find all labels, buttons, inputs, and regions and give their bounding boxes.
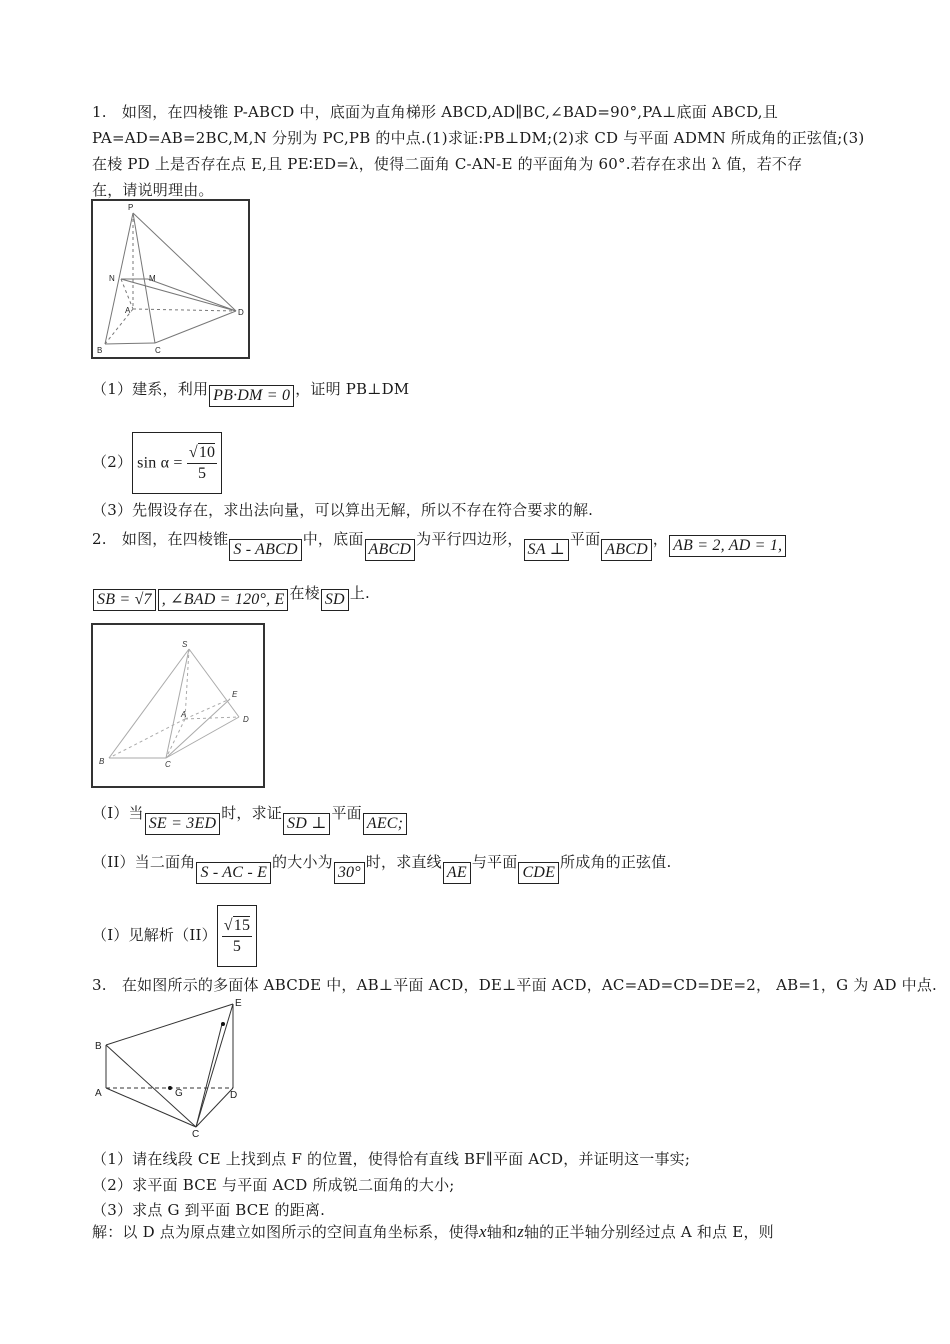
answer1-prefix: （1）建系，利用 (92, 380, 209, 398)
p2-text-7: 上. (349, 584, 370, 602)
q1-math-3: AEC; (363, 813, 407, 835)
solution-text-b: 轴和 (486, 1223, 518, 1241)
label-C: C (165, 760, 171, 769)
p2-math-3: SA ⊥ (524, 539, 569, 561)
label-D: D (243, 715, 249, 724)
answer2-math (132, 432, 222, 494)
label-S: S (182, 640, 188, 649)
q1-text-c: 平面 (331, 804, 362, 822)
point-G-dot (168, 1086, 172, 1090)
label-E: E (235, 998, 242, 1009)
p2-text-1: 2. 如图，在四棱锥 (92, 530, 229, 548)
label-C: C (155, 346, 161, 355)
answer1-math: PB·DM = 0 (209, 385, 294, 407)
problem3-question1: （1）请在线段 CE 上找到点 F 的位置，使得恰有直线 BF∥平面 ACD，并证明这一事实; (92, 1150, 691, 1168)
label-A: A (181, 710, 187, 719)
q2-text-d: 与平面 (471, 853, 518, 871)
p2-text-2: 中，底面 (302, 530, 364, 548)
solution-var-z: z (517, 1222, 524, 1241)
problem3-question2: （2）求平面 BCE 与平面 ACD 所成锐二面角的大小; (92, 1176, 455, 1194)
q1-text-a: （I）当 (92, 804, 144, 822)
problem3-solution-start (92, 1219, 862, 1245)
problem1-line3: 在棱 PD 上是否存在点 E,且 PE∶ED=λ，使得二面角 C-AN-E 的平面角为 60°.若存在求出 λ 值，若不存 (92, 155, 803, 173)
label-B: B (95, 1041, 102, 1052)
answer2-prefix: （2） (92, 453, 133, 472)
p2-math-5: AB = 2, AD = 1, (669, 535, 786, 557)
label-C: C (192, 1129, 200, 1139)
problem1-line4: 在，请说明理由。 (92, 181, 214, 199)
label-D: D (238, 308, 244, 317)
q2-math-4: CDE (518, 862, 559, 884)
problem1-answer1 (92, 376, 862, 407)
solution-var-x: x (478, 1222, 487, 1241)
answer2-denominator: 5 (197, 464, 207, 482)
answer2-numerator: 10 (198, 443, 216, 461)
solution-text-a: 解：以 D 点为原点建立如图所示的空间直角坐标系，使得 (92, 1223, 479, 1241)
label-N: N (109, 274, 115, 283)
label-E: E (232, 690, 238, 699)
q1-math-2: SD ⊥ (283, 813, 330, 835)
label-D: D (230, 1090, 238, 1101)
p2-text-5: ， (652, 530, 669, 548)
pyramid-figure-1 (91, 199, 250, 359)
p2-math-7: , ∠BAD = 120°, E (158, 589, 289, 611)
q2-math-2: 30° (334, 862, 365, 884)
label-M: M (149, 274, 156, 283)
p2-math-2: ABCD (365, 539, 416, 561)
answer2-fraction: $\frac{√10}{5}$ (188, 443, 216, 482)
label-A: A (125, 306, 131, 315)
q2-text-c: 时，求直线 (365, 853, 442, 871)
label-A: A (95, 1088, 102, 1099)
polyhedron-figure-3 (92, 997, 247, 1139)
p2-answer-numerator: 15 (233, 916, 251, 934)
p2-text-3: 为平行四边形， (416, 530, 523, 548)
label-P: P (128, 203, 134, 212)
problem1-line1: 1. 如图，在四棱锥 P-ABCD 中，底面为直角梯形 ABCD,AD∥BC,∠BAD=90°,PA⊥底面 ABCD,且 (92, 103, 778, 121)
point-F-dot (221, 1022, 225, 1026)
problem1-answer3: （3）先假设存在，求出法向量，可以算出无解，所以不存在符合要求的解. (92, 501, 594, 519)
problem2-question1 (92, 798, 862, 835)
problem3-line1: 3. 在如图所示的多面体 ABCDE 中，AB⊥平面 ACD，DE⊥平面 ACD，AC=AD=CD=DE=2， AB=1，G 为 AD 中点. (92, 976, 938, 994)
q2-text-b: 的大小为 (272, 853, 333, 871)
label-G: G (175, 1088, 183, 1099)
p2-answer-math: $\frac{√15}{5}$ (217, 905, 257, 967)
p2-math-8: SD (321, 589, 349, 611)
solution-text-c: 轴的正半轴分别经过点 A 和点 E，则 (523, 1223, 774, 1241)
q1-text-b: 时，求证 (221, 804, 283, 822)
answer1-suffix: ，证明 PB⊥DM (295, 380, 410, 398)
pyramid-figure-2 (91, 623, 265, 788)
p2-math-6: SB = √7 (93, 589, 156, 611)
problem2-statement-line1 (92, 524, 862, 561)
q2-text-e: 所成角的正弦值. (560, 853, 672, 871)
answer2-lhs: sin α = (137, 454, 183, 472)
problem2-statement-line2 (92, 578, 862, 611)
q2-text-a: （II）当二面角 (92, 853, 196, 871)
q2-math-3: AE (443, 862, 471, 884)
p2-math-1: S - ABCD (229, 539, 301, 561)
p2-math-4: ABCD (601, 539, 652, 561)
p2-text-4: 平面 (569, 530, 601, 548)
label-B: B (99, 757, 105, 766)
problem2-answer (92, 905, 862, 967)
q1-math-1: SE = 3ED (145, 813, 221, 835)
problem1-line2: PA=AD=AB=2BC,M,N 分别为 PC,PB 的中点.(1)求证:PB⊥DM;(2)求 CD 与平面 ADMN 所成角的正弦值;(3) (92, 129, 865, 147)
label-B: B (97, 346, 103, 355)
problem2-question2 (92, 847, 862, 884)
problem1-answer2 (92, 432, 862, 494)
q2-math-1: S - AC - E (196, 862, 271, 884)
p2-text-6: 在棱 (289, 584, 320, 602)
p2-answer-text: （I）见解析（II） (92, 926, 217, 944)
p2-answer-denominator: 5 (232, 937, 242, 955)
problem3-question3: （3）求点 G 到平面 BCE 的距离. (92, 1201, 326, 1219)
